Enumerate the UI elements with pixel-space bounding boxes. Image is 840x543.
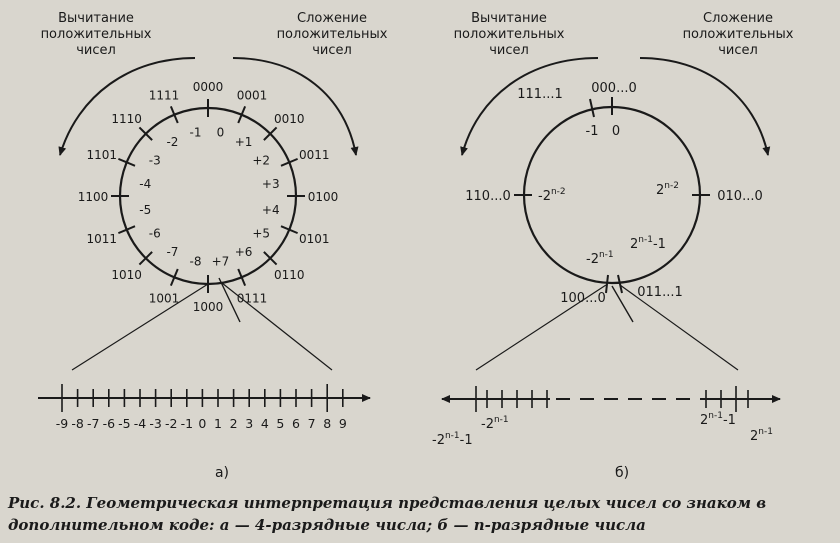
number-line-label-a: -3 (149, 416, 162, 431)
binary-code-a: 0001 (236, 88, 268, 103)
code-left-b: 110...0 (465, 189, 511, 204)
number-line-label-a: 0 (198, 416, 207, 431)
label-addition-a-2: положительных (276, 27, 388, 42)
binary-code-a: 1101 (86, 147, 118, 162)
circle-ticks-a (111, 99, 305, 293)
label-addition-a-1: Сложение (297, 11, 367, 26)
binary-code-a: 1011 (86, 232, 118, 247)
binary-code-a: 0101 (298, 232, 330, 247)
decimal-value-a: +6 (234, 244, 253, 259)
decimal-value-a: +4 (261, 202, 280, 217)
axis-neg-min-minus1-b: -2$^{n-1}$-1 (432, 431, 473, 448)
binary-code-a: 1100 (77, 190, 109, 204)
inner-neg-min-b: -2$^{n-1}$ (586, 250, 614, 267)
number-line-label-a: -5 (118, 416, 131, 431)
binary-code-a: 0110 (274, 267, 305, 282)
binary-code-a: 1110 (111, 112, 142, 127)
axis-neg-min-b: -2$^{n-1}$ (481, 415, 509, 432)
number-line-label-a: -8 (71, 416, 84, 431)
code-bottom-left-b: 100...0 (560, 291, 606, 306)
label-subtraction-a-1: Вычитание (58, 11, 134, 26)
binary-code-a: 1010 (111, 267, 142, 282)
inner-pos-max-b: 2$^{n-1}$-1 (630, 235, 666, 252)
number-line-label-a: -9 (55, 416, 69, 431)
number-line-label-a: 3 (245, 416, 254, 431)
number-line-label-a: -7 (86, 416, 100, 431)
code-top-b: 000...0 (591, 81, 637, 96)
number-line-label-a: 5 (276, 416, 285, 431)
number-line-label-a: 9 (338, 416, 347, 431)
zoom-line-b-left (476, 285, 606, 370)
label-subtraction-b-3: чисел (489, 43, 529, 58)
number-line-label-a: -4 (133, 416, 147, 431)
axis-pos-max-b: 2$^{n-1}$-1 (700, 411, 736, 428)
label-addition-b-1: Сложение (703, 11, 773, 26)
binary-code-a: 0100 (307, 190, 339, 204)
binary-code-a: 1000 (192, 300, 224, 314)
number-line-label-a: -2 (164, 416, 178, 431)
decimal-value-a: +5 (252, 226, 271, 241)
binary-code-a: 1111 (148, 88, 180, 103)
label-subtraction-a-3: чисел (76, 43, 116, 58)
decimal-value-a: +2 (252, 153, 271, 168)
decimal-value-a: -7 (166, 244, 179, 259)
label-subtraction-a-2: положительных (40, 27, 152, 42)
decimal-value-a: -5 (139, 202, 152, 217)
sublabel-b: б) (614, 465, 630, 481)
decimal-value-a: -2 (166, 135, 179, 150)
number-line-label-a: 4 (260, 416, 269, 431)
label-addition-b-3: чисел (718, 43, 758, 58)
diagram-a (38, 11, 388, 481)
decimal-value-a: 0 (216, 125, 225, 140)
inner-minus-one-b: -1 (585, 124, 599, 139)
label-subtraction-b-1: Вычитание (471, 11, 547, 26)
decimal-value-a: +3 (261, 177, 280, 192)
decimal-value-a: +7 (211, 254, 230, 269)
label-addition-b-2: положительных (682, 27, 794, 42)
arrow-subtraction-b (462, 58, 598, 155)
number-line-label-a: 7 (307, 416, 316, 431)
number-line-label-a: -6 (102, 416, 116, 431)
number-line-ticks-a (56, 384, 347, 431)
binary-code-a: 0000 (192, 80, 224, 94)
binary-code-a: 0011 (298, 147, 330, 162)
figure-caption: Рис. 8.2. Геометрическая интерпретация представления целых чисел со знаком в дополнительном коде: а — 4-разрядные числа; б — n-разрядные числа (8, 494, 767, 534)
code-bottom-right-b: 011...1 (637, 285, 683, 300)
decimal-value-a: -4 (139, 177, 152, 192)
zoom-line-a-left (72, 284, 208, 370)
number-line-label-a: -1 (180, 416, 194, 431)
binary-code-a: 1001 (148, 291, 180, 306)
sublabel-a: а) (214, 465, 230, 481)
decimal-value-a: +1 (234, 135, 253, 150)
inner-zero-b: 0 (611, 124, 621, 139)
arrow-addition-b (640, 58, 768, 155)
binary-code-a: 0010 (274, 112, 305, 127)
diagram-b (432, 11, 794, 481)
number-line-label-a: 1 (214, 416, 222, 431)
decimal-value-a: -6 (148, 226, 161, 241)
number-line-label-a: 8 (323, 416, 332, 431)
axis-pos-lim-b: 2$^{n-1}$ (750, 427, 773, 444)
decimal-value-a: -8 (189, 254, 202, 269)
code-right-b: 010...0 (717, 189, 763, 204)
decimal-value-a: -3 (148, 153, 161, 168)
label-addition-a-3: чисел (312, 43, 352, 58)
zoom-line-a-right (222, 283, 332, 370)
code-top-left-b: 111...1 (517, 87, 563, 102)
number-line-label-a: 6 (292, 416, 300, 431)
label-subtraction-b-2: положительных (453, 27, 565, 42)
inner-neg-half-b: -2$^{n-2}$ (538, 187, 566, 204)
inner-pos-half-b: 2$^{n-2}$ (656, 181, 679, 198)
decimal-value-a: -1 (189, 125, 202, 140)
binary-code-a: 0111 (236, 291, 268, 306)
number-line-label-a: 2 (229, 416, 238, 431)
